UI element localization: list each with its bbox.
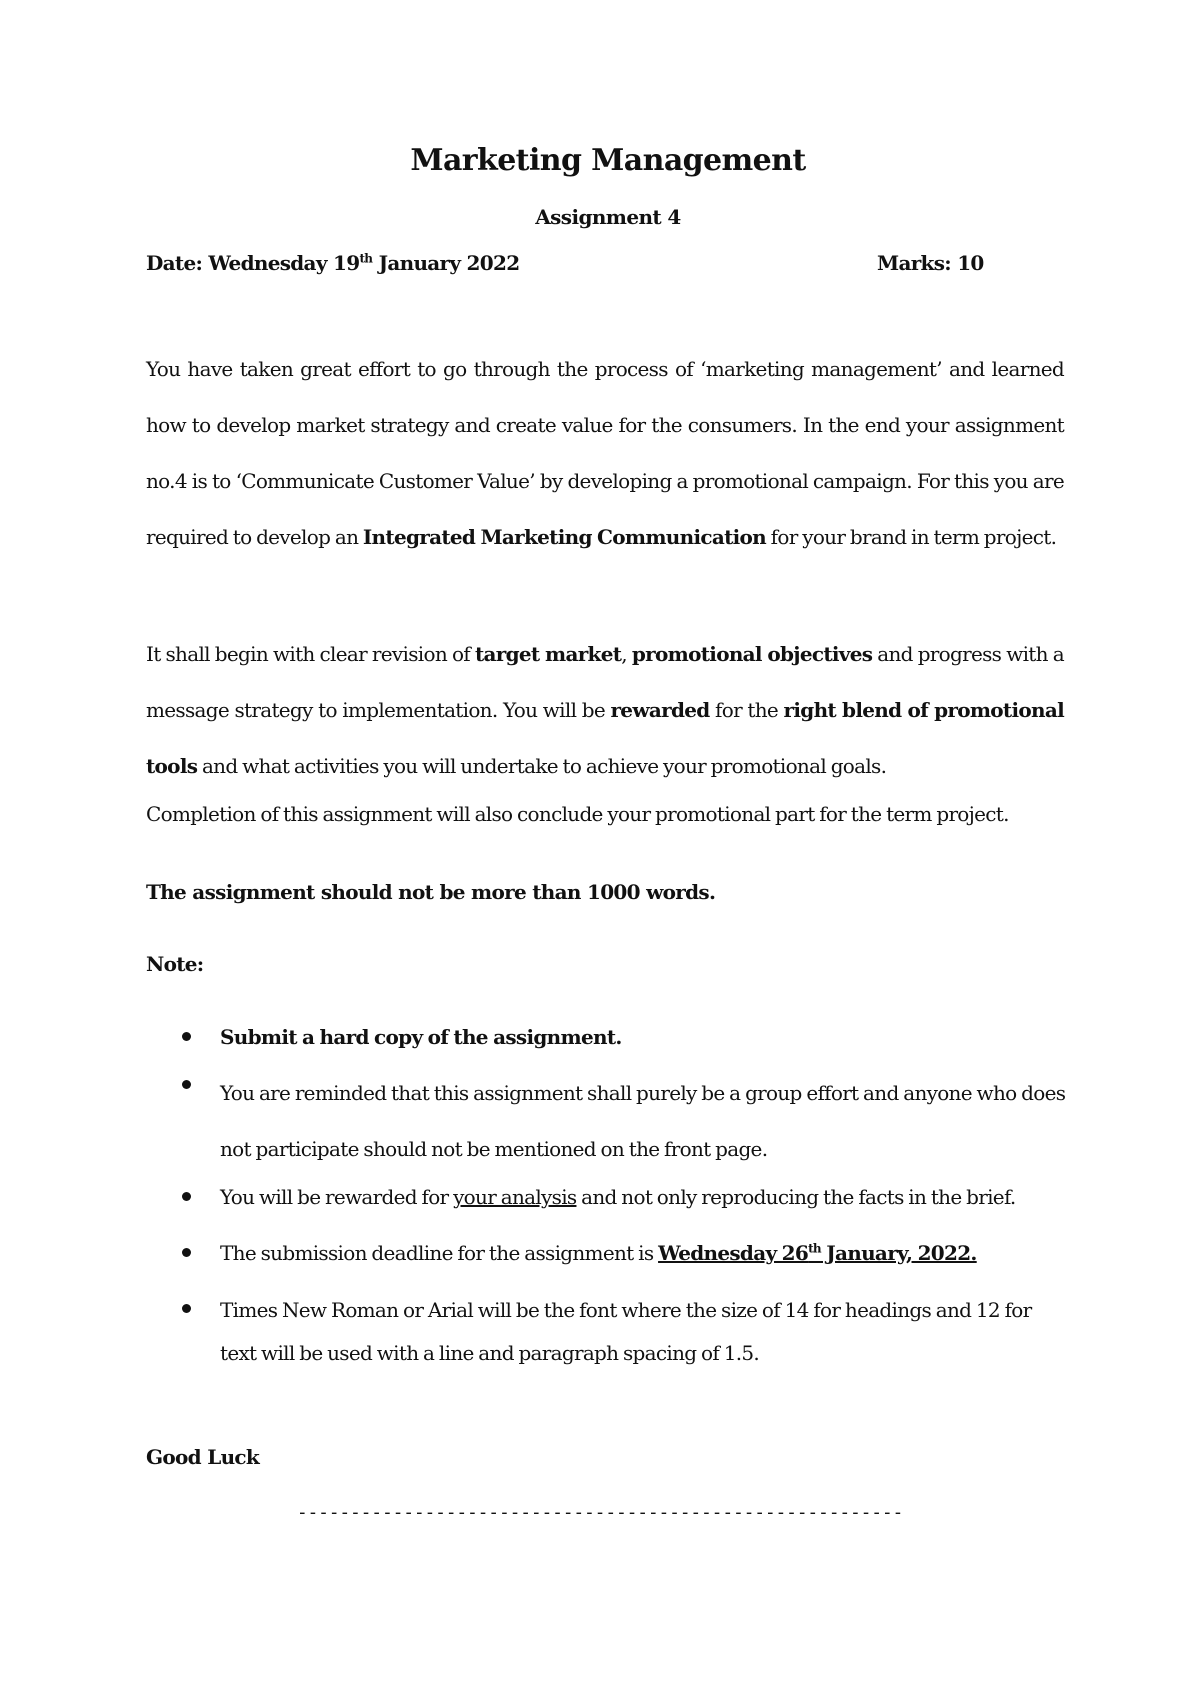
assignment-marks: Marks: 10 xyxy=(877,251,984,275)
list-item: You are reminded that this assignment shall purely be a group effort and anyone who does not participate should not be mentioned on the front page. xyxy=(146,1065,1066,1177)
requirements-last-line: Completion of this assignment will also conclude your promotional part for the term project. xyxy=(146,802,1009,826)
list-item: Submit a hard copy of the assignment. xyxy=(146,1017,1066,1057)
bullet-icon xyxy=(182,1032,191,1041)
deadline-date: Wednesday 26th January, 2022. xyxy=(658,1241,977,1265)
intro-paragraph: You have taken great effort to go through the process of ‘marketing management’ and learned how to develop market strategy and create value for the consumers. In the end your assignment no.4 is to ‘Communicate Customer Value’ by developing a promotional campaign. For this you are required to develop an Integrated Marketing Communication for your brand in term project. xyxy=(146,357,1064,549)
document-title: Marketing Management xyxy=(410,143,806,178)
list-item: Times New Roman or Arial will be the font where the size of 14 for headings and 12 for text will be used with a line and paragraph spacing of 1.5. xyxy=(146,1289,1066,1375)
bullet-icon xyxy=(182,1080,191,1089)
list-item: You will be rewarded for your analysis and not only reproducing the facts in the brief. xyxy=(146,1177,1066,1217)
bullet-icon xyxy=(182,1248,191,1257)
bullet-icon xyxy=(182,1304,191,1313)
note-heading: Note: xyxy=(146,952,204,976)
requirements-paragraph: It shall begin with clear revision of target market, promotional objectives and progress with a message strategy to implementation. You will be rewarded for the right blend of promotional tools and what activities you will undertake to achieve your promotional goals. Completion of this assignment will also conclude your promotional part for the term project. xyxy=(146,626,1064,834)
bullet-icon xyxy=(182,1192,191,1201)
separator-line: --------------------------------------------------------- xyxy=(296,1502,904,1523)
notes-list xyxy=(146,1017,1066,1375)
closing-text: Good Luck xyxy=(146,1445,260,1469)
assignment-date: Date: Wednesday 19th January 2022 xyxy=(146,251,520,275)
word-limit: The assignment should not be more than 1000 words. xyxy=(146,880,716,904)
list-item: The submission deadline for the assignment is Wednesday 26th January, 2022. xyxy=(146,1233,1066,1273)
assignment-number: Assignment 4 xyxy=(535,205,681,229)
